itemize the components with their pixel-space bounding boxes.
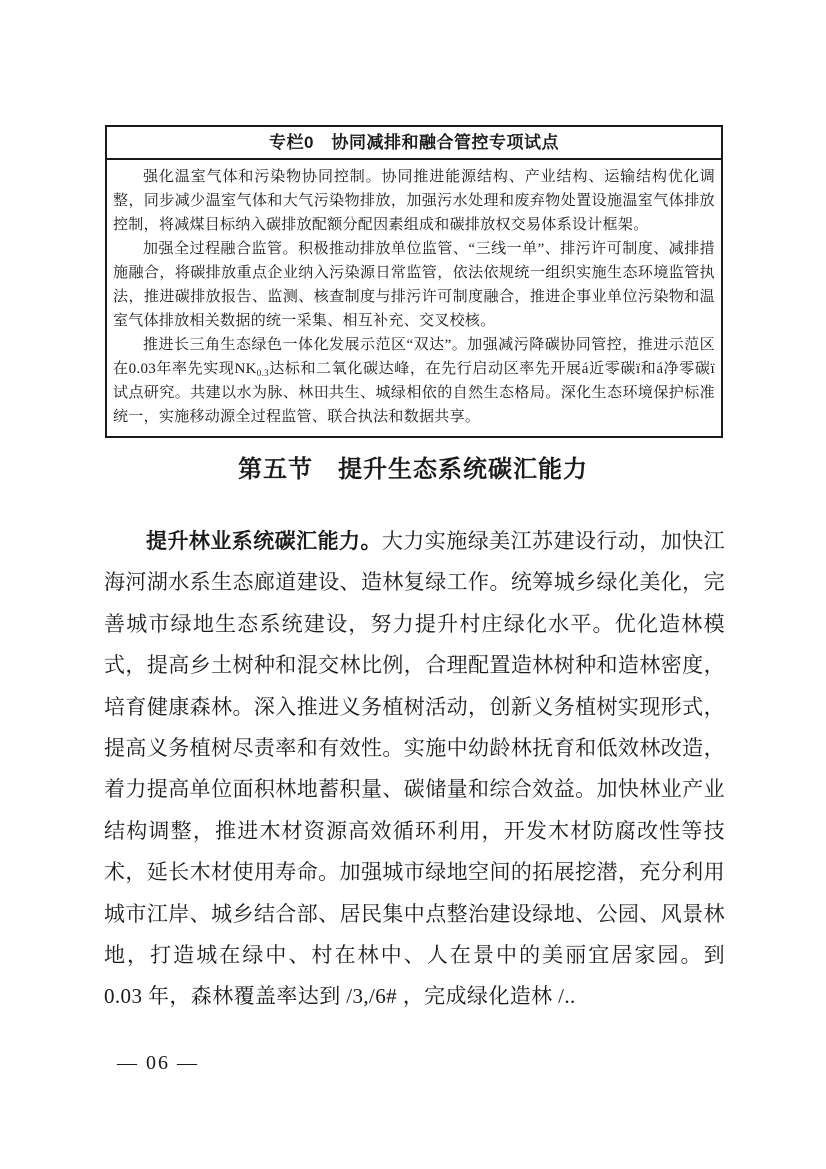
box-paragraph-3-text: 推进长三角生态绿色一体化发展示范区“双达”。加强减污降碳协同管控，推进示范区在0.03年率先实现NK <box>113 337 715 377</box>
section-heading: 第五节 提升生态系统碳汇能力 <box>238 456 588 483</box>
body-paragraph-lead: 提升林业系统碳汇能力。 <box>146 529 382 553</box>
column-box-title: 专栏0 协同减排和融合管控专项试点 <box>107 127 721 160</box>
box-paragraph-3-text-cont: 达标和二氧化碳达峰，在先行启动区率先开展á近零碳ï和á净零碳ï试点研究。共建以水为脉、林田共生、城绿相依的自然生态格局。深化生态环境保护标准统一，实施移动源全过程监管、联合执法和数据共享。 <box>113 361 716 425</box>
column-box-body <box>107 160 721 436</box>
subscript-value: 0.3 <box>256 368 269 378</box>
box-paragraph-3 <box>113 333 715 429</box>
column-box <box>105 125 723 438</box>
page-number: — 06 — <box>117 1052 199 1074</box>
box-paragraph-1: 强化温室气体和污染物协同控制。协同推进能源结构、产业结构、运输结构优化调整，同步减少温室气体和大气污染物排放，加强污水处理和废弃物处置设施温室气体排放控制，将减煤目标纳入碳排放配额分配因素组成和碳排放权交易体系设计框架。 <box>113 169 715 233</box>
body-paragraph-rest: 大力实施绿美江苏建设行动，加快江海河湖水系生态廊道建设、造林复绿工作。统筹城乡绿化美化，完善城市绿地生态系统建设，努力提升村庄绿化水平。优化造林模式，提高乡土树种和混交林比例，合理配置造林树种和造林密度，培育健康森林。深入推进义务植树活动，创新义务植树实现形式，提高义务植树尽责率和有效性。实施中幼龄林抚育和低效林改造，着力提高单位面积林地蓄积量、碳储量和综合效益。加快林业产业结构调整，推进木材资源高效循环利用，开发木材防腐改性等技术，延长木材使用寿命。加强城市绿地空间的拓展挖潜，充分利用城市江岸、城乡结合部、居民集中点整治建设绿地、公园、风景林地，打造城在绿中、村在林中、人在景中的美丽宜居家园。到 0.03 年，森林覆盖率达到 /3,/6# ，完成绿化造林 /.. <box>104 529 725 1009</box>
box-paragraph-2: 加强全过程融合监管。积极推动排放单位监管、“三线一单”、排污许可制度、减排措施融合，将碳排放重点企业纳入污染源日常监管，依法依规统一组织实施生态环境监管执法，推进碳排放报告、监测、核查制度与排污许可制度融合，推进企事业单位污染物和温室气体排放相关数据的统一采集、相互补充、交叉校核。 <box>113 241 715 329</box>
body-paragraph <box>104 521 725 1018</box>
